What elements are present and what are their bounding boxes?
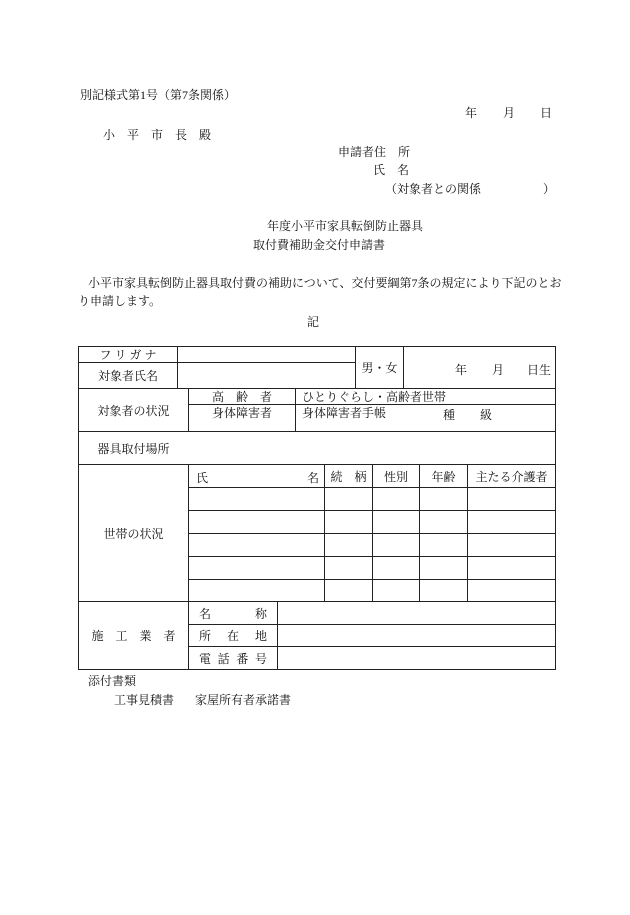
target-name-label: 対象者氏名 (97, 369, 158, 383)
contractor-address-char-2: 在 (226, 629, 239, 643)
contractor-name-char-1: 名 (199, 606, 212, 621)
household-header-relation: 続 柄 (330, 469, 367, 484)
furigana-field[interactable] (178, 347, 355, 362)
form-id: 別記様式第1号（第7条関係） (80, 88, 237, 102)
contractor-phone-char-3: 番 (236, 651, 249, 666)
date-day: 日 (540, 106, 553, 120)
household-row-5[interactable] (189, 580, 555, 601)
applicant-relation-close: ） (543, 182, 556, 196)
contractor-label: 施 工 業 者 (91, 629, 176, 643)
household-header-name-left: 氏 (196, 471, 209, 485)
date-year: 年 (465, 106, 478, 120)
household-row-2[interactable] (189, 511, 555, 533)
birth-month: 月 (492, 363, 505, 377)
disability-handbook-label: 身体障害者手帳 (302, 406, 387, 420)
date-month: 月 (503, 106, 516, 120)
contractor-phone-label (189, 647, 277, 669)
contractor-address-char-1: 所 (199, 629, 212, 643)
status-disabled-label: 身体障害者 (211, 406, 272, 420)
status-elderly-label: 高 齢 者 (211, 390, 272, 404)
status-elderly-options[interactable]: ひとりぐらし・高齢者世帯 (302, 390, 447, 404)
location-label: 器具取付場所 (97, 441, 170, 456)
household-header-age: 年齢 (431, 469, 456, 484)
disability-grade-label: 級 (480, 408, 493, 422)
ki-label: 記 (307, 315, 320, 329)
target-name-field[interactable] (178, 363, 355, 388)
household-row-1[interactable] (189, 488, 555, 510)
location-field[interactable] (189, 432, 555, 464)
contractor-phone-field[interactable] (278, 647, 555, 669)
title-line-2: 取付費補助金交付申請書 (253, 238, 386, 252)
attachment-owner-consent: 家屋所有者承諾書 (195, 693, 292, 707)
birth-day: 日生 (527, 363, 552, 377)
status-label: 対象者の状況 (97, 403, 170, 418)
attachments-label: 添付書類 (88, 674, 137, 688)
contractor-phone-char-2: 話 (217, 651, 230, 666)
attachment-quotation: 工事見積書 (114, 693, 175, 707)
contractor-phone-char-1: 電 (199, 651, 212, 666)
household-row-3[interactable] (189, 534, 555, 556)
body-text-line-2: り申請します。 (78, 294, 162, 308)
household-header-name-right: 名 (307, 471, 320, 485)
household-row-4[interactable] (189, 557, 555, 579)
applicant-relation-label: （対象者との関係 (385, 182, 482, 196)
contractor-address-char-3: 地 (254, 629, 267, 643)
applicant-name-label: 氏 名 (373, 163, 410, 177)
contractor-address-field[interactable] (278, 625, 555, 646)
addressee: 小 平 市 長 殿 (103, 128, 212, 142)
gender-selector[interactable]: 男・女 (361, 361, 398, 375)
furigana-label: フ リ ガ ナ (99, 348, 157, 362)
household-header-sex: 性別 (383, 469, 408, 484)
birth-year: 年 (455, 363, 468, 377)
contractor-name-field[interactable] (278, 602, 555, 624)
contractor-phone-char-4: 号 (254, 651, 267, 666)
applicant-address-label: 申請者住 所 (338, 145, 411, 159)
title-line-1: 年度小平市家具転倒防止器具 (267, 219, 424, 233)
household-label: 世帯の状況 (103, 526, 164, 541)
contractor-name-char-2: 称 (254, 606, 267, 621)
disability-kind-label: 種 (443, 408, 456, 422)
contractor-address-label (189, 625, 277, 646)
body-text-line-1: 小平市家具転倒防止器具取付費の補助について、交付要綱第7条の規定により下記のとお (88, 276, 562, 290)
household-header-caregiver: 主たる介護者 (475, 469, 548, 484)
contractor-name-label (189, 602, 277, 624)
